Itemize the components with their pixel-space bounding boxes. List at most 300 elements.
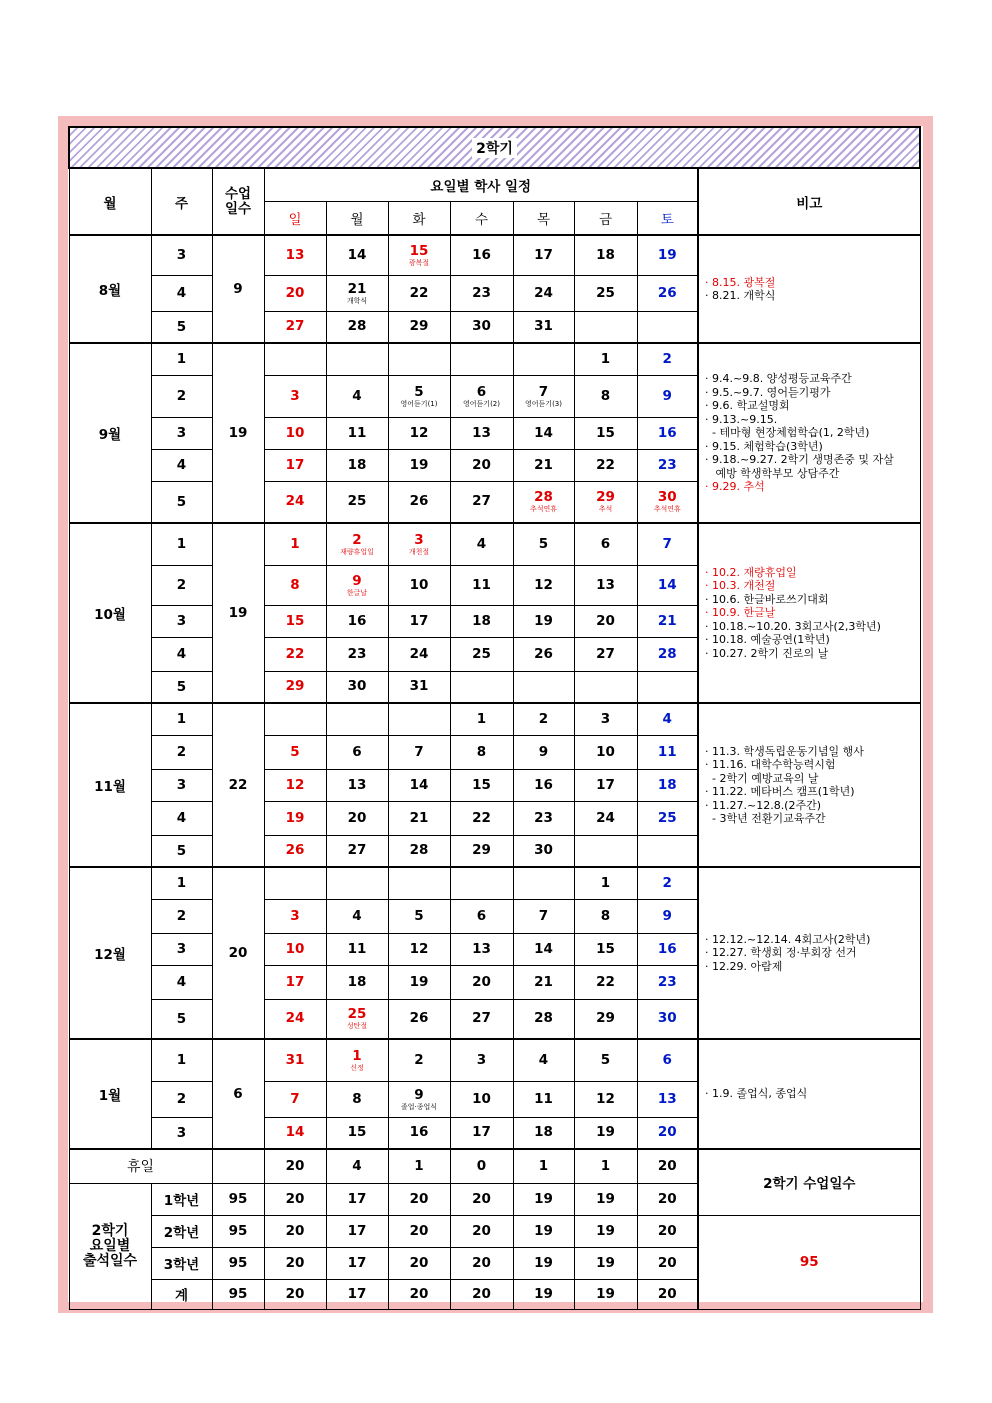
weekday-header: 월	[326, 201, 388, 235]
calendar-day-cell	[513, 565, 574, 605]
weekday-header: 일	[264, 201, 326, 235]
header-week: 주	[151, 168, 212, 235]
calendar-day-cell	[450, 417, 513, 449]
calendar-day-cell	[264, 1117, 326, 1149]
day-number: 16	[534, 776, 553, 793]
holiday-count: 20	[264, 1149, 326, 1183]
day-number: 10	[285, 940, 305, 957]
calendar-day-cell	[637, 523, 698, 565]
holiday-count: 0	[450, 1149, 513, 1183]
remark-line: · 9.5.~9.7. 영어듣기평가	[705, 385, 831, 399]
calendar-day-cell	[450, 565, 513, 605]
day-number: 18	[657, 776, 677, 793]
month-label: 10월	[69, 523, 151, 703]
day-number: 6	[476, 383, 487, 400]
day-number: 14	[347, 246, 367, 263]
day-number: 18	[596, 246, 615, 263]
remark-line: · 9.18.~9.27. 2학기 생명존중 및 자살	[705, 453, 894, 467]
calendar-day-cell	[637, 637, 698, 671]
day-number: 1	[600, 350, 611, 367]
day-number: 7	[662, 535, 672, 552]
calendar-day-cell	[326, 637, 388, 671]
calendar-day-cell	[326, 1081, 388, 1117]
day-number: 29	[596, 489, 615, 506]
day-number: 12	[285, 776, 305, 793]
remark-line: · 11.16. 대학수학능력시험	[705, 758, 836, 771]
attendance-count: 19	[513, 1183, 574, 1215]
calendar-day-cell	[513, 449, 574, 481]
calendar-day-cell	[574, 801, 637, 835]
attendance-label-line: 요일별	[89, 1237, 131, 1254]
day-number: 9	[662, 907, 672, 924]
holiday-count: 20	[637, 1149, 698, 1183]
calendar-day-cell	[574, 769, 637, 801]
day-number: 14	[409, 776, 429, 793]
day-number: 25	[657, 809, 677, 826]
calendar-day-cell	[637, 867, 698, 899]
calendar-day-cell	[450, 449, 513, 481]
week-number: 3	[151, 933, 212, 965]
calendar-day-cell	[574, 835, 637, 867]
day-event-note: 영어듣기(3)	[525, 399, 562, 408]
attendance-count: 20	[637, 1215, 698, 1247]
remark-line: - 3학년 전환기교육주간	[705, 812, 826, 825]
day-number: 29	[285, 678, 305, 695]
calendar-day-cell	[388, 1117, 450, 1149]
attendance-count: 17	[326, 1215, 388, 1247]
day-event-note: 재량휴업일	[340, 547, 374, 556]
calendar-day-cell	[574, 1081, 637, 1117]
calendar-day-cell	[326, 481, 388, 523]
week-number: 1	[151, 1039, 212, 1081]
weekday-header: 화	[388, 201, 450, 235]
holiday-count: 1	[388, 1149, 450, 1183]
remark-line: · 8.21. 개학식	[705, 289, 776, 302]
day-number: 14	[657, 576, 677, 593]
calendar-day-cell	[388, 769, 450, 801]
day-number: 7	[538, 907, 549, 924]
semester-days-value: 95	[698, 1215, 920, 1309]
calendar-day-cell	[450, 375, 513, 417]
remark-line: 예방 학생학부모 상담주간	[705, 466, 840, 480]
calendar-day-cell	[388, 1081, 450, 1117]
day-number: 19	[596, 1124, 615, 1141]
day-number: 28	[657, 645, 677, 662]
holiday-count: 1	[513, 1149, 574, 1183]
day-number: 11	[347, 940, 367, 957]
calendar-day-cell	[450, 235, 513, 275]
day-number: 20	[596, 612, 615, 629]
calendar-day-cell	[637, 999, 698, 1039]
day-number: 21	[534, 973, 553, 990]
calendar-day-cell	[326, 565, 388, 605]
calendar-day-cell	[513, 735, 574, 769]
day-number: 24	[409, 645, 429, 662]
day-number: 27	[472, 1010, 491, 1027]
day-number: 30	[657, 489, 677, 506]
day-number: 22	[596, 973, 615, 990]
month-remarks	[698, 1039, 920, 1149]
calendar-day-cell	[513, 523, 574, 565]
week-number: 1	[151, 703, 212, 735]
day-event-note: 신정	[350, 1063, 364, 1072]
grade-total: 95	[212, 1215, 264, 1247]
day-number: 29	[596, 1010, 615, 1027]
header-schedule: 요일별 학사 일정	[264, 168, 698, 201]
calendar-day-cell	[264, 899, 326, 933]
calendar-day-cell	[574, 999, 637, 1039]
day-number: 15	[285, 612, 305, 629]
week-number: 4	[151, 965, 212, 999]
calendar-week-row	[69, 235, 920, 275]
day-number: 24	[534, 284, 553, 301]
calendar-day-cell	[637, 565, 698, 605]
remark-line: · 10.9. 한글날	[705, 606, 776, 620]
day-number: 28	[534, 489, 553, 506]
calendar-day-cell	[574, 375, 637, 417]
day-number: 15	[596, 424, 615, 441]
month-remarks	[698, 235, 920, 343]
calendar-day-cell	[326, 375, 388, 417]
semester-title-bar	[69, 127, 920, 168]
day-number: 14	[285, 1124, 305, 1141]
calendar-day-cell	[574, 565, 637, 605]
day-number: 15	[409, 242, 429, 259]
day-number: 2	[538, 710, 549, 727]
calendar-day-cell	[326, 605, 388, 637]
calendar-day-cell	[264, 801, 326, 835]
calendar-day-cell	[388, 933, 450, 965]
class-days-count: 9	[212, 235, 264, 343]
day-number: 3	[414, 531, 424, 548]
holiday-count: 4	[326, 1149, 388, 1183]
calendar-day-cell	[450, 481, 513, 523]
calendar-day-cell	[264, 311, 326, 343]
attendance-label-line: 출석일수	[82, 1252, 138, 1269]
calendar-day-cell	[326, 769, 388, 801]
calendar-day-cell	[450, 671, 513, 703]
header-class-days	[212, 168, 264, 235]
day-number: 4	[538, 1051, 549, 1068]
calendar-day-cell	[450, 835, 513, 867]
calendar-day-cell	[574, 867, 637, 899]
day-number: 31	[409, 678, 429, 695]
day-number: 12	[596, 1090, 615, 1107]
day-number: 17	[409, 612, 429, 629]
day-number: 9	[662, 387, 672, 404]
weekday-header: 금	[574, 201, 637, 235]
day-number: 25	[596, 284, 615, 301]
calendar-day-cell	[574, 965, 637, 999]
day-number: 10	[285, 424, 305, 441]
week-number: 2	[151, 1081, 212, 1117]
week-number: 1	[151, 523, 212, 565]
calendar-day-cell	[388, 867, 450, 899]
day-number: 8	[352, 1090, 362, 1107]
day-number: 27	[347, 842, 367, 859]
calendar-day-cell	[513, 275, 574, 311]
day-number: 25	[472, 645, 491, 662]
week-number: 3	[151, 1117, 212, 1149]
month-label: 12월	[69, 867, 151, 1039]
day-number: 23	[657, 973, 677, 990]
calendar-day-cell	[513, 671, 574, 703]
remark-line: · 9.29. 추석	[705, 480, 765, 494]
day-number: 25	[347, 1006, 367, 1023]
day-number: 22	[472, 809, 491, 826]
holiday-count: 1	[574, 1149, 637, 1183]
calendar-day-cell	[264, 999, 326, 1039]
calendar-day-cell	[326, 449, 388, 481]
day-number: 24	[285, 493, 305, 510]
week-number: 1	[151, 867, 212, 899]
remark-line: · 11.27.~12.8.(2주간)	[705, 798, 822, 812]
calendar-week-row	[69, 1039, 920, 1081]
day-number: 27	[596, 645, 615, 662]
day-number: 18	[347, 973, 367, 990]
day-number: 16	[409, 1124, 429, 1141]
remark-line: · 9.15. 체험학습(3학년)	[705, 439, 823, 453]
calendar-day-cell	[513, 999, 574, 1039]
day-number: 24	[285, 1010, 305, 1027]
day-number: 25	[347, 493, 367, 510]
week-number: 5	[151, 999, 212, 1039]
day-number: 13	[472, 940, 491, 957]
calendar-day-cell	[450, 311, 513, 343]
calendar-day-cell	[637, 835, 698, 867]
class-days-count: 19	[212, 343, 264, 523]
day-number: 12	[409, 424, 429, 441]
day-number: 5	[290, 743, 300, 760]
header-month: 월	[69, 168, 151, 235]
day-event-note: 개학식	[346, 296, 368, 305]
day-number: 4	[352, 907, 362, 924]
calendar-day-cell	[326, 735, 388, 769]
calendar-day-cell	[264, 703, 326, 735]
day-number: 5	[538, 535, 549, 552]
day-number: 4	[352, 387, 362, 404]
calendar-day-cell	[637, 375, 698, 417]
calendar-day-cell	[637, 769, 698, 801]
day-number: 10	[472, 1090, 491, 1107]
attendance-count: 20	[637, 1183, 698, 1215]
day-number: 30	[347, 678, 367, 695]
remark-line: · 11.22. 메타버스 캠프(1학년)	[705, 785, 855, 798]
day-number: 21	[534, 456, 553, 473]
week-number: 3	[151, 769, 212, 801]
day-number: 1	[352, 1047, 362, 1064]
calendar-day-cell	[637, 417, 698, 449]
calendar-day-cell	[264, 565, 326, 605]
attendance-count: 19	[513, 1247, 574, 1279]
month-remarks	[698, 703, 920, 867]
remark-line: · 9.4.~9.8. 양성평등교육주간	[705, 372, 852, 386]
day-number: 28	[409, 842, 429, 859]
attendance-count: 20	[450, 1247, 513, 1279]
class-days-count: 6	[212, 1039, 264, 1149]
calendar-day-cell	[264, 605, 326, 637]
attendance-count: 20	[450, 1215, 513, 1247]
class-days-count: 20	[212, 867, 264, 1039]
calendar-day-cell	[513, 769, 574, 801]
day-number: 8	[290, 576, 300, 593]
attendance-count: 19	[513, 1279, 574, 1309]
calendar-day-cell	[264, 965, 326, 999]
day-number: 15	[472, 776, 491, 793]
attendance-count: 19	[574, 1215, 637, 1247]
remark-line: · 10.27. 2학기 진로의 날	[705, 646, 829, 660]
weekday-header: 수	[450, 201, 513, 235]
calendar-day-cell	[388, 311, 450, 343]
calendar-day-cell	[326, 999, 388, 1039]
remark-line: · 10.3. 개천절	[705, 579, 776, 593]
month-label: 8월	[69, 235, 151, 343]
calendar-week-row	[69, 523, 920, 565]
attendance-row	[69, 1215, 920, 1247]
day-number: 1	[290, 535, 300, 552]
day-number: 23	[472, 284, 491, 301]
week-number: 3	[151, 605, 212, 637]
remark-line: - 2학기 예방교육의 날	[705, 771, 819, 785]
attendance-count: 20	[264, 1247, 326, 1279]
calendar-day-cell	[574, 1117, 637, 1149]
week-number: 4	[151, 275, 212, 311]
remark-line: · 1.9. 졸업식, 종업식	[705, 1087, 808, 1101]
calendar-day-cell	[637, 275, 698, 311]
day-number: 21	[409, 809, 429, 826]
grade-total: 95	[212, 1247, 264, 1279]
calendar-day-cell	[513, 867, 574, 899]
week-number: 2	[151, 899, 212, 933]
month-remarks	[698, 523, 920, 703]
day-number: 9	[414, 1086, 424, 1103]
calendar-day-cell	[326, 417, 388, 449]
calendar-day-cell	[450, 899, 513, 933]
calendar-day-cell	[574, 605, 637, 637]
day-event-note: 개천절	[408, 547, 430, 556]
calendar-day-cell	[264, 343, 326, 375]
calendar-day-cell	[513, 375, 574, 417]
day-number: 1	[476, 710, 487, 727]
day-number: 2	[352, 531, 362, 548]
day-event-note: 광복절	[408, 258, 430, 267]
day-number: 22	[409, 284, 429, 301]
day-number: 13	[657, 1090, 677, 1107]
calendar-day-cell	[326, 275, 388, 311]
weekday-header: 토	[637, 201, 698, 235]
calendar-day-cell	[450, 1117, 513, 1149]
calendar-day-cell	[637, 965, 698, 999]
day-event-note: 추석연휴	[529, 505, 558, 514]
calendar-day-cell	[264, 637, 326, 671]
calendar-day-cell	[388, 1039, 450, 1081]
day-number: 20	[347, 809, 367, 826]
day-number: 20	[285, 284, 305, 301]
calendar-day-cell	[388, 671, 450, 703]
day-number: 5	[414, 907, 424, 924]
calendar-day-cell	[574, 671, 637, 703]
remark-line: · 9.13.~9.15.	[705, 412, 778, 426]
day-number: 23	[657, 456, 677, 473]
calendar-day-cell	[513, 235, 574, 275]
calendar-day-cell	[574, 235, 637, 275]
day-number: 29	[472, 842, 491, 859]
calendar-day-cell	[450, 703, 513, 735]
day-number: 3	[290, 387, 300, 404]
day-number: 27	[285, 318, 305, 335]
calendar-day-cell	[513, 1039, 574, 1081]
calendar-day-cell	[388, 835, 450, 867]
calendar-day-cell	[326, 867, 388, 899]
calendar-day-cell	[450, 735, 513, 769]
grade-label: 3학년	[151, 1247, 212, 1279]
calendar-day-cell	[450, 801, 513, 835]
calendar-day-cell	[513, 933, 574, 965]
calendar-day-cell	[326, 671, 388, 703]
calendar-day-cell	[450, 1081, 513, 1117]
day-number: 12	[534, 576, 553, 593]
calendar-day-cell	[388, 565, 450, 605]
calendar-day-cell	[450, 605, 513, 637]
calendar-day-cell	[513, 417, 574, 449]
day-number: 17	[285, 456, 305, 473]
day-number: 11	[472, 576, 491, 593]
day-number: 17	[472, 1124, 491, 1141]
calendar-day-cell	[637, 703, 698, 735]
attendance-count: 17	[326, 1247, 388, 1279]
week-number: 5	[151, 311, 212, 343]
calendar-day-cell	[450, 867, 513, 899]
day-number: 6	[352, 743, 362, 760]
day-number: 4	[662, 710, 672, 727]
calendar-day-cell	[326, 523, 388, 565]
day-number: 16	[657, 424, 677, 441]
day-number: 9	[352, 572, 362, 589]
day-number: 7	[538, 383, 549, 400]
calendar-day-cell	[264, 835, 326, 867]
day-number: 26	[409, 493, 429, 510]
attendance-count: 20	[450, 1183, 513, 1215]
calendar-day-cell	[637, 311, 698, 343]
day-number: 14	[534, 940, 553, 957]
calendar-day-cell	[388, 965, 450, 999]
day-number: 2	[662, 350, 672, 367]
attendance-count: 20	[637, 1279, 698, 1309]
day-number: 17	[534, 246, 553, 263]
calendar-day-cell	[513, 965, 574, 999]
attendance-count: 20	[388, 1279, 450, 1309]
calendar-day-cell	[637, 801, 698, 835]
calendar-day-cell	[637, 1081, 698, 1117]
week-number: 4	[151, 637, 212, 671]
day-number: 4	[476, 535, 487, 552]
calendar-day-cell	[450, 343, 513, 375]
calendar-day-cell	[264, 275, 326, 311]
class-days-count: 19	[212, 523, 264, 703]
calendar-day-cell	[513, 311, 574, 343]
calendar-day-cell	[574, 449, 637, 481]
day-number: 30	[472, 318, 491, 335]
calendar-day-cell	[264, 933, 326, 965]
remark-line: - 테마형 현장체험학습(1, 2학년)	[705, 426, 870, 440]
day-number: 22	[285, 645, 305, 662]
day-number: 3	[290, 907, 300, 924]
calendar-day-cell	[513, 835, 574, 867]
calendar-day-cell	[326, 933, 388, 965]
attendance-count: 20	[264, 1215, 326, 1247]
calendar-day-cell	[450, 523, 513, 565]
day-number: 9	[538, 743, 549, 760]
